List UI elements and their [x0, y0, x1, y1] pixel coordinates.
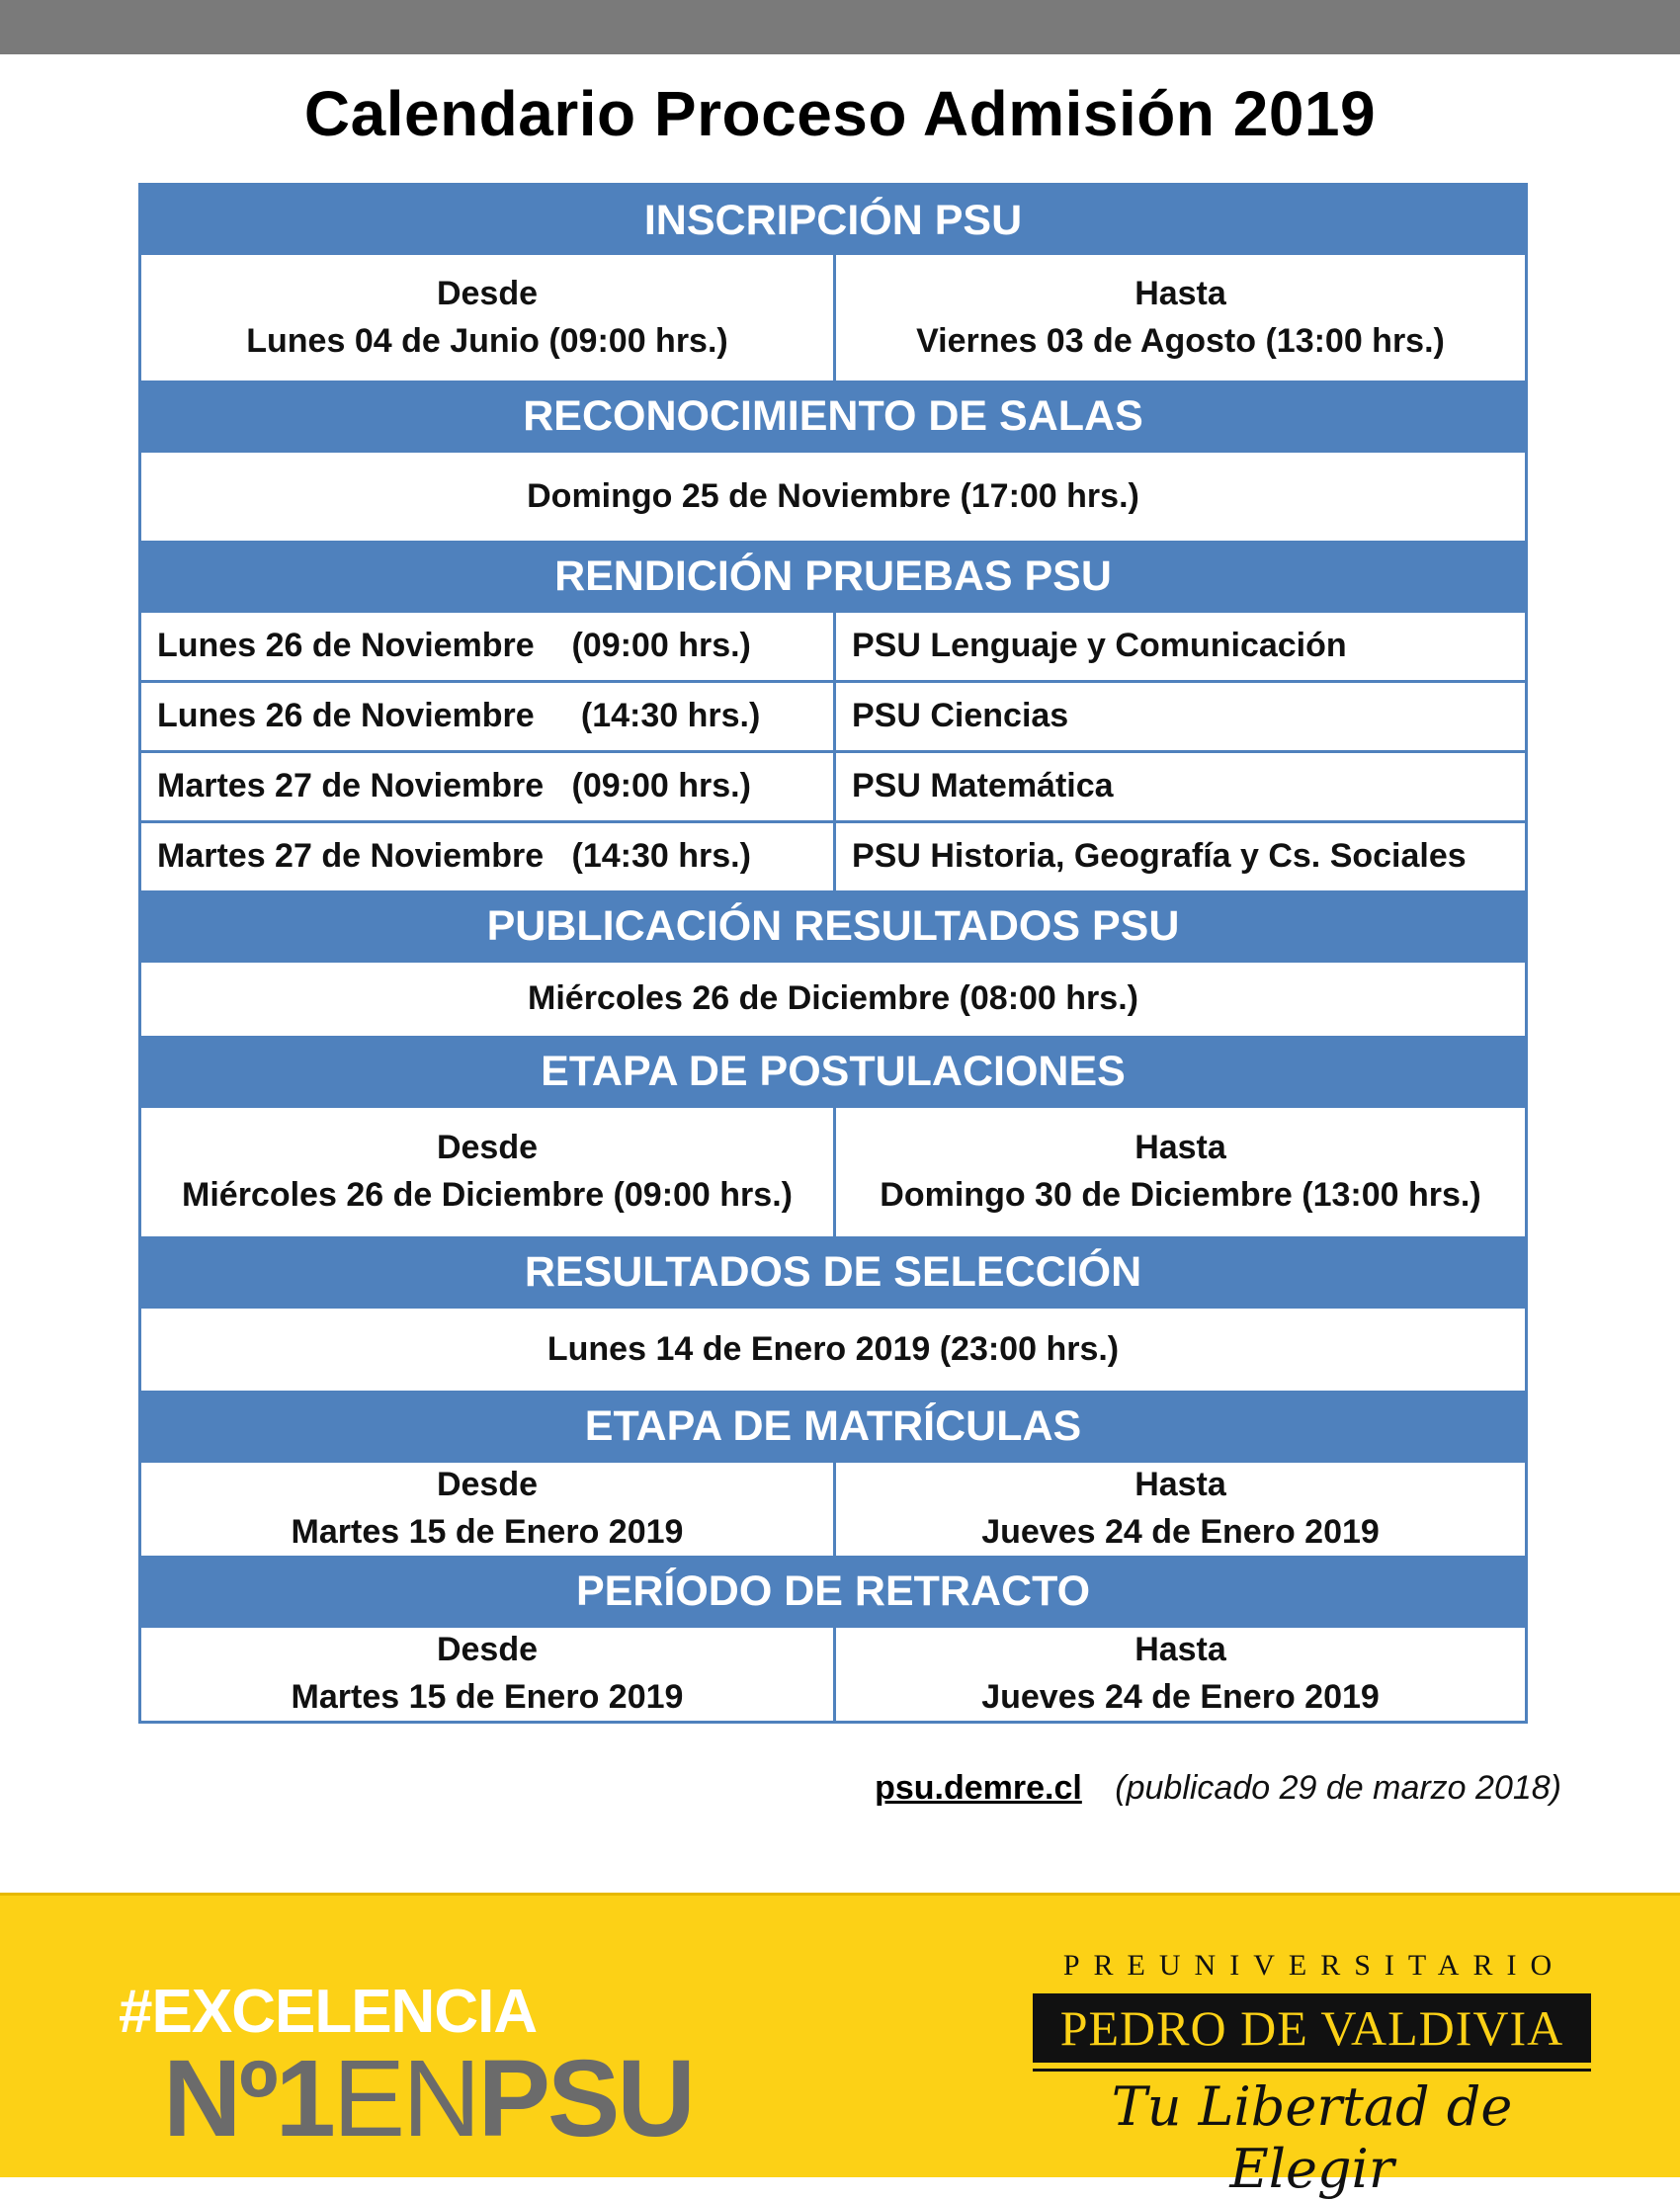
exam-test: PSU Ciencias [833, 683, 1525, 750]
exam-date: Lunes 26 de Noviembre (14:30 hrs.) [157, 697, 761, 735]
en-text: EN [332, 2038, 478, 2159]
seleccion-row [141, 1309, 1525, 1391]
from-value: Martes 15 de Enero 2019 [291, 1678, 684, 1716]
to-value: Domingo 30 de Diciembre (13:00 hrs.) [880, 1176, 1481, 1214]
seleccion-value: Lunes 14 de Enero 2019 (23:00 hrs.) [546, 1329, 1120, 1368]
matriculas-from-cell [141, 1463, 833, 1556]
exam-row [141, 680, 1525, 750]
section-heading-retracto: PERÍODO DE RETRACTO [141, 1556, 1525, 1628]
section-heading-seleccion: RESULTADOS DE SELECCIÓN [141, 1236, 1525, 1309]
section-heading-matriculas: ETAPA DE MATRÍCULAS [141, 1391, 1525, 1463]
footer-source-line [791, 1769, 1561, 1808]
retracto-to-cell [833, 1628, 1525, 1721]
brand-logo-name: PEDRO DE VALDIVIA [1033, 1993, 1591, 2063]
exam-date: Lunes 26 de Noviembre (09:00 hrs.) [157, 627, 751, 665]
postulaciones-range-row [141, 1108, 1525, 1236]
retracto-from-cell [141, 1628, 833, 1721]
from-value: Lunes 04 de Junio (09:00 hrs.) [246, 321, 728, 360]
demre-link[interactable]: psu.demre.cl [875, 1769, 1082, 1807]
to-value: Jueves 24 de Enero 2019 [981, 1513, 1380, 1551]
to-value: Viernes 03 de Agosto (13:00 hrs.) [916, 321, 1445, 360]
reconocimiento-row [141, 453, 1525, 541]
from-label: Desde [436, 1129, 539, 1167]
inscripcion-from-cell [141, 255, 833, 381]
exam-test: PSU Lenguaje y Comunicación [833, 613, 1525, 680]
publicacion-row [141, 963, 1525, 1036]
exam-test: PSU Matemática [833, 753, 1525, 820]
n1-text: Nº1 [163, 2038, 333, 2159]
postulaciones-from-cell [141, 1108, 833, 1236]
exam-row [141, 613, 1525, 680]
exam-date: Martes 27 de Noviembre (09:00 hrs.) [157, 767, 751, 805]
postulaciones-to-cell [833, 1108, 1525, 1236]
brand-divider [1033, 2069, 1591, 2072]
admission-calendar-table [138, 183, 1528, 1724]
psu-text: PSU [477, 2038, 693, 2159]
top-gray-bar [0, 0, 1680, 54]
from-label: Desde [436, 1466, 539, 1504]
section-heading-inscripcion: INSCRIPCIÓN PSU [141, 186, 1525, 255]
published-date: (publicado 29 de marzo 2018) [1115, 1769, 1561, 1807]
section-heading-reconocimiento: RECONOCIMIENTO DE SALAS [141, 381, 1525, 453]
page-title: Calendario Proceso Admisión 2019 [303, 78, 1377, 149]
from-label: Desde [436, 274, 539, 312]
from-label: Desde [436, 1631, 539, 1669]
exam-row [141, 820, 1525, 890]
to-label: Hasta [1134, 274, 1226, 312]
retracto-range-row [141, 1628, 1525, 1721]
to-label: Hasta [1134, 1129, 1226, 1167]
inscripcion-to-cell [833, 255, 1525, 381]
section-heading-postulaciones: ETAPA DE POSTULACIONES [141, 1036, 1525, 1108]
exam-date: Martes 27 de Noviembre (14:30 hrs.) [157, 837, 751, 876]
matriculas-to-cell [833, 1463, 1525, 1556]
n1-en-psu-slogan [163, 2036, 693, 2161]
exam-row [141, 750, 1525, 820]
exam-test: PSU Historia, Geografía y Cs. Sociales [833, 823, 1525, 890]
section-heading-publicacion: PUBLICACIÓN RESULTADOS PSU [141, 890, 1525, 963]
publicacion-value: Miércoles 26 de Diciembre (08:00 hrs.) [528, 979, 1138, 1018]
to-label: Hasta [1134, 1631, 1226, 1669]
reconocimiento-value: Domingo 25 de Noviembre (17:00 hrs.) [527, 476, 1139, 515]
brand-slogan: Tu Libertad de Elegir [1111, 2075, 1513, 2200]
inscripcion-range-row [141, 255, 1525, 381]
hashtag-excelencia: #EXCELENCIA [119, 1978, 538, 2046]
section-heading-rendicion: RENDICIÓN PRUEBAS PSU [141, 541, 1525, 613]
to-label: Hasta [1134, 1466, 1226, 1504]
to-value: Jueves 24 de Enero 2019 [981, 1678, 1380, 1716]
brand-preuniversitario: PREUNIVERSITARIO [1062, 1949, 1566, 1982]
matriculas-range-row [141, 1463, 1525, 1556]
from-value: Martes 15 de Enero 2019 [291, 1513, 684, 1551]
from-value: Miércoles 26 de Diciembre (09:00 hrs.) [182, 1176, 793, 1214]
